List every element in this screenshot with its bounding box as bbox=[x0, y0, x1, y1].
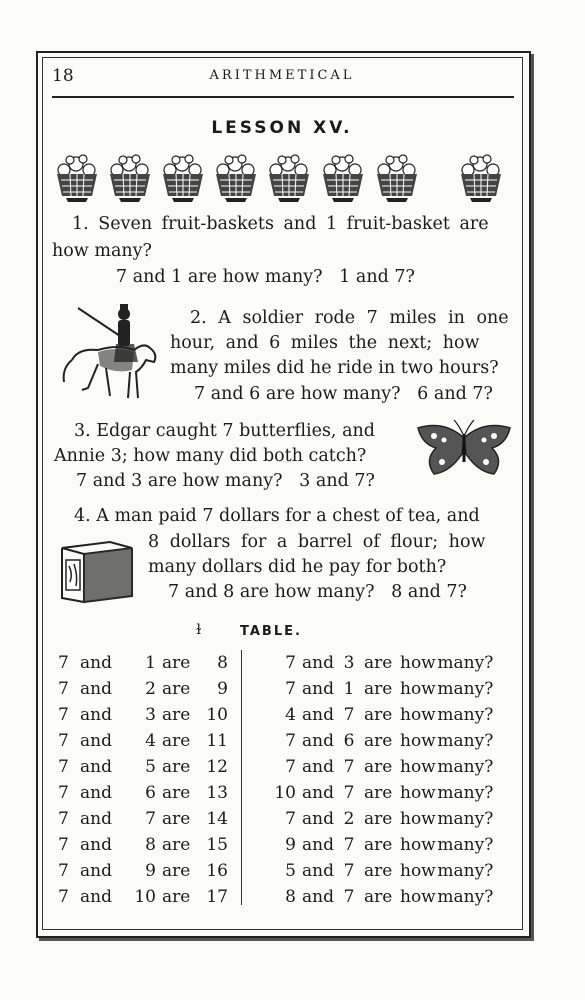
question-2-line-1: 2. A soldier rode 7 miles in one bbox=[190, 308, 509, 328]
fruit-basket-icon bbox=[264, 152, 314, 204]
addend-a: 9 bbox=[285, 835, 296, 855]
many-word: many? bbox=[437, 731, 494, 751]
are-word: are bbox=[162, 887, 191, 907]
addend-a: 7 bbox=[285, 731, 296, 751]
how-word: how bbox=[400, 705, 436, 725]
addend-a: 7 bbox=[58, 835, 69, 855]
addend-a: 7 bbox=[285, 653, 296, 673]
table-row bbox=[58, 731, 228, 751]
and-word: and bbox=[80, 679, 112, 699]
and-word: and bbox=[302, 653, 334, 673]
are-word: are bbox=[162, 757, 191, 777]
sum: 17 bbox=[206, 887, 228, 907]
addend-b: 7 bbox=[343, 835, 355, 855]
table-title: TABLE. bbox=[240, 624, 302, 639]
table-divider bbox=[241, 650, 242, 905]
sum: 12 bbox=[206, 757, 228, 777]
many-word: many? bbox=[437, 809, 494, 829]
addend-b: 7 bbox=[343, 705, 355, 725]
addend-b: 2 bbox=[343, 809, 355, 829]
addend-b: 7 bbox=[343, 757, 355, 777]
addend-a: 8 bbox=[285, 887, 296, 907]
are-word: are bbox=[162, 861, 191, 881]
question-1-line-2: how many? bbox=[52, 241, 152, 261]
and-word: and bbox=[302, 705, 334, 725]
addend-a: 7 bbox=[58, 757, 69, 777]
are-word: are bbox=[364, 887, 393, 907]
addend-b: 3 bbox=[343, 653, 355, 673]
table-row bbox=[58, 679, 228, 699]
are-word: are bbox=[364, 783, 393, 803]
many-word: many? bbox=[437, 705, 494, 725]
and-word: and bbox=[302, 887, 334, 907]
how-word: how bbox=[400, 887, 436, 907]
sum: 13 bbox=[206, 783, 228, 803]
question-3-line-2: Annie 3; how many did both catch? bbox=[54, 446, 367, 466]
question-3-line-3: 7 and 3 are how many? 3 and 7? bbox=[76, 471, 375, 491]
table-row bbox=[270, 653, 493, 673]
question-1-line-3: 7 and 1 are how many? 1 and 7? bbox=[116, 267, 415, 287]
sum: 14 bbox=[206, 809, 228, 829]
addend-b: 2 bbox=[145, 679, 156, 699]
how-word: how bbox=[400, 861, 436, 881]
sum: 11 bbox=[206, 731, 228, 751]
how-word: how bbox=[400, 757, 436, 777]
fruit-basket-icon bbox=[105, 152, 155, 204]
addend-a: 7 bbox=[58, 705, 69, 725]
and-word: and bbox=[80, 809, 112, 829]
table-row bbox=[270, 835, 493, 855]
table-row bbox=[270, 679, 493, 699]
are-word: are bbox=[364, 679, 393, 699]
page-header bbox=[52, 66, 512, 90]
addend-a: 10 bbox=[274, 783, 296, 803]
addend-b: 10 bbox=[134, 887, 156, 907]
running-title: ARITHMETICAL bbox=[209, 68, 355, 83]
table-row bbox=[58, 783, 228, 803]
and-word: and bbox=[302, 783, 334, 803]
addend-b: 7 bbox=[343, 887, 355, 907]
and-word: and bbox=[80, 705, 112, 725]
are-word: are bbox=[364, 809, 393, 829]
addend-b: 7 bbox=[343, 783, 355, 803]
many-word: many? bbox=[437, 653, 494, 673]
fruit-basket-icon bbox=[456, 152, 506, 204]
fruit-baskets-illustration bbox=[50, 152, 512, 204]
are-word: are bbox=[364, 835, 393, 855]
are-word: are bbox=[364, 653, 393, 673]
question-2-line-3: many miles did he ride in two hours? bbox=[170, 358, 499, 378]
and-word: and bbox=[302, 731, 334, 751]
are-word: are bbox=[364, 861, 393, 881]
how-word: how bbox=[400, 679, 436, 699]
addend-a: 7 bbox=[285, 757, 296, 777]
and-word: and bbox=[80, 757, 112, 777]
question-3-line-1: 3. Edgar caught 7 butterflies, and bbox=[74, 421, 375, 441]
addend-b: 6 bbox=[343, 731, 355, 751]
are-word: are bbox=[162, 679, 191, 699]
addend-b: 8 bbox=[145, 835, 156, 855]
sum: 9 bbox=[217, 679, 228, 699]
and-word: and bbox=[302, 809, 334, 829]
and-word: and bbox=[302, 679, 334, 699]
addend-a: 7 bbox=[58, 861, 69, 881]
fruit-basket-icon bbox=[52, 152, 102, 204]
addend-b: 3 bbox=[145, 705, 156, 725]
fruit-basket-icon bbox=[318, 152, 368, 204]
addend-a: 7 bbox=[58, 653, 69, 673]
how-word: how bbox=[400, 835, 436, 855]
addend-b: 5 bbox=[145, 757, 156, 777]
and-word: and bbox=[80, 653, 112, 673]
addend-a: 7 bbox=[58, 731, 69, 751]
many-word: many? bbox=[437, 861, 494, 881]
question-4-line-4: 7 and 8 are how many? 8 and 7? bbox=[168, 582, 467, 602]
and-word: and bbox=[302, 861, 334, 881]
fruit-basket-icon bbox=[211, 152, 261, 204]
are-word: are bbox=[162, 835, 191, 855]
many-word: many? bbox=[437, 887, 494, 907]
are-word: are bbox=[162, 705, 191, 725]
table-row bbox=[270, 757, 493, 777]
are-word: are bbox=[162, 731, 191, 751]
are-word: are bbox=[364, 731, 393, 751]
table-ink-mark: ɫ bbox=[196, 622, 202, 638]
addend-a: 7 bbox=[285, 679, 296, 699]
and-word: and bbox=[80, 731, 112, 751]
butterfly-illustration bbox=[414, 418, 514, 480]
addend-b: 1 bbox=[145, 653, 156, 673]
are-word: are bbox=[364, 705, 393, 725]
sum: 8 bbox=[217, 653, 228, 673]
table-row bbox=[270, 809, 493, 829]
are-word: are bbox=[364, 757, 393, 777]
many-word: many? bbox=[437, 783, 494, 803]
and-word: and bbox=[302, 835, 334, 855]
addend-b: 6 bbox=[145, 783, 156, 803]
question-2-line-4: 7 and 6 are how many? 6 and 7? bbox=[194, 384, 493, 404]
table-row bbox=[58, 887, 228, 907]
sum: 10 bbox=[206, 705, 228, 725]
question-1-line-1: 1. Seven fruit-baskets and 1 fruit-basket are bbox=[72, 214, 489, 234]
addend-a: 7 bbox=[58, 887, 69, 907]
addend-a: 7 bbox=[58, 679, 69, 699]
addend-b: 7 bbox=[145, 809, 156, 829]
addend-a: 7 bbox=[58, 783, 69, 803]
question-2-line-2: hour, and 6 miles the next; how bbox=[170, 333, 480, 353]
addend-a: 7 bbox=[58, 809, 69, 829]
and-word: and bbox=[80, 783, 112, 803]
table-row bbox=[270, 731, 493, 751]
how-word: how bbox=[400, 653, 436, 673]
many-word: many? bbox=[437, 679, 494, 699]
many-word: many? bbox=[437, 835, 494, 855]
table-row bbox=[58, 705, 228, 725]
how-word: how bbox=[400, 809, 436, 829]
table-row bbox=[270, 783, 493, 803]
table-row bbox=[270, 705, 493, 725]
soldier-on-horse-illustration bbox=[58, 298, 168, 406]
how-word: how bbox=[400, 783, 436, 803]
table-row bbox=[270, 887, 493, 907]
table-row bbox=[58, 809, 228, 829]
addend-b: 9 bbox=[145, 861, 156, 881]
sum: 15 bbox=[206, 835, 228, 855]
addend-b: 1 bbox=[343, 679, 355, 699]
header-rule bbox=[52, 96, 514, 98]
table-row bbox=[58, 861, 228, 881]
many-word: many? bbox=[437, 757, 494, 777]
fruit-basket-icon bbox=[372, 152, 422, 204]
table-row bbox=[58, 835, 228, 855]
question-4-line-3: many dollars did he pay for both? bbox=[148, 557, 447, 577]
addend-a: 7 bbox=[285, 809, 296, 829]
question-4-line-2: 8 dollars for a barrel of flour; how bbox=[148, 532, 486, 552]
are-word: are bbox=[162, 809, 191, 829]
are-word: are bbox=[162, 783, 191, 803]
how-word: how bbox=[400, 731, 436, 751]
and-word: and bbox=[302, 757, 334, 777]
and-word: and bbox=[80, 887, 112, 907]
tea-chest-illustration bbox=[56, 534, 138, 604]
addend-a: 5 bbox=[285, 861, 296, 881]
are-word: are bbox=[162, 653, 191, 673]
page-number: 18 bbox=[52, 66, 74, 86]
addend-b: 7 bbox=[343, 861, 355, 881]
and-word: and bbox=[80, 835, 112, 855]
table-row bbox=[58, 757, 228, 777]
fruit-basket-icon bbox=[158, 152, 208, 204]
and-word: and bbox=[80, 861, 112, 881]
addend-b: 4 bbox=[145, 731, 156, 751]
lesson-title: LESSON XV. bbox=[211, 118, 353, 138]
addend-a: 4 bbox=[285, 705, 296, 725]
question-4-line-1: 4. A man paid 7 dollars for a chest of tea, and bbox=[74, 506, 480, 526]
sum: 16 bbox=[206, 861, 228, 881]
table-row bbox=[58, 653, 228, 673]
table-row bbox=[270, 861, 493, 881]
